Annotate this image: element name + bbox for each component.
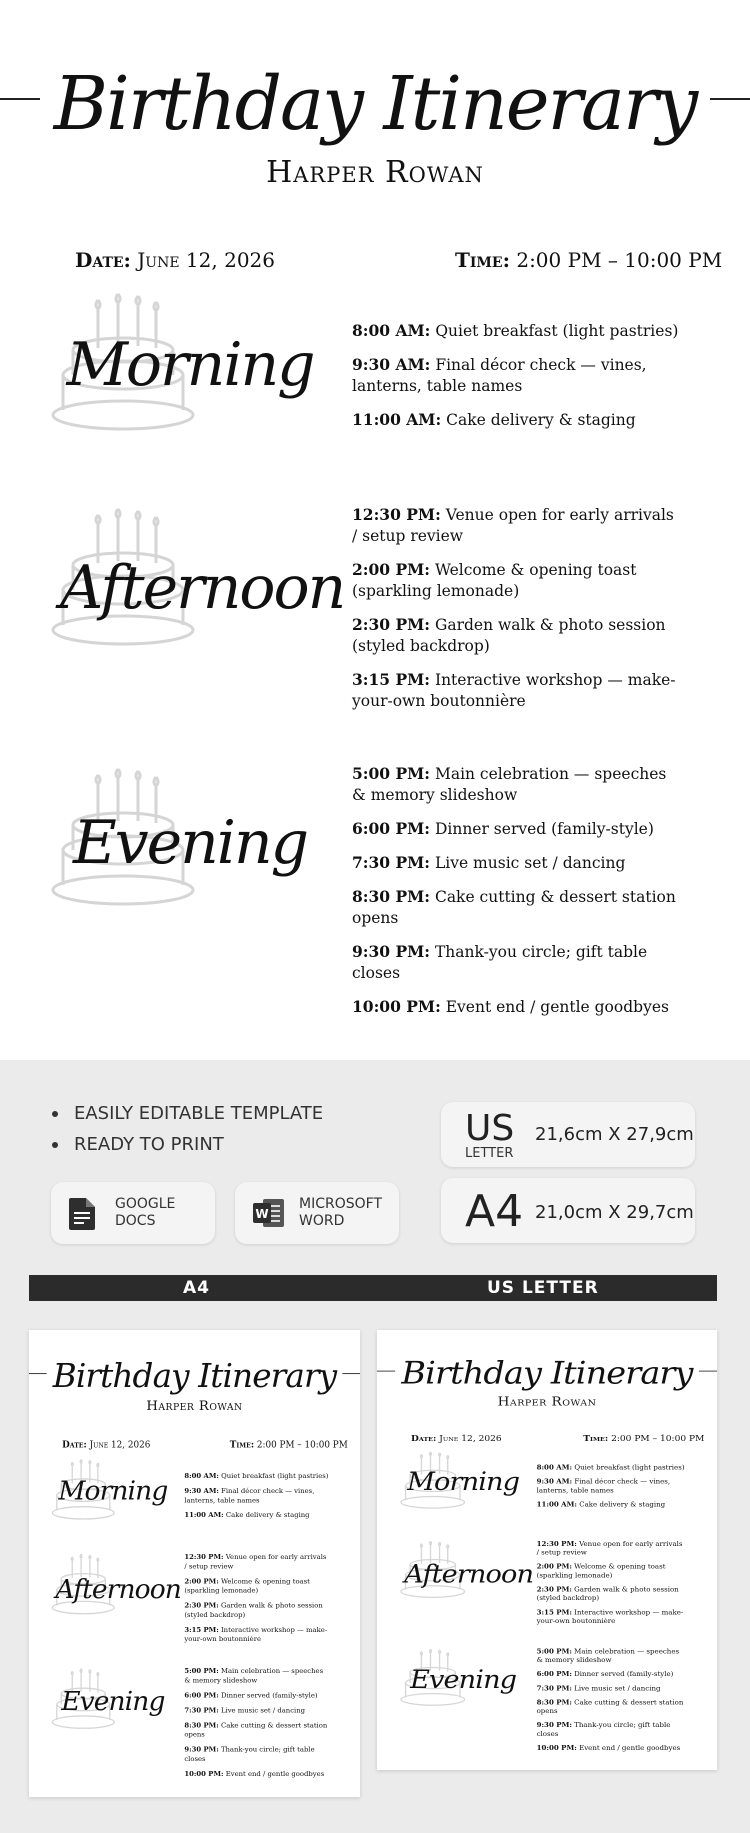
feature-list: [52, 1098, 323, 1160]
schedule-item: 7:30 PM: Live music set / dancing: [352, 853, 626, 872]
section-title: Afternoon: [404, 1559, 534, 1589]
schedule-item: 10:00 PM: Event end / gentle goodbyes: [536, 1743, 681, 1752]
schedule-item: 9:30 AM: Final décor check — vines, lanterns, table names: [536, 1477, 671, 1494]
section-title: Morning: [58, 1475, 168, 1507]
schedule-item: 8:30 PM: Cake cutting & dessert station opens: [536, 1698, 684, 1715]
event-date: Date: June 12, 2026: [62, 1439, 151, 1450]
schedule-list: [184, 1471, 330, 1525]
schedule-list: [537, 1463, 687, 1514]
schedule-item: 12:30 PM: Venue open for early arrivals / setup review: [184, 1552, 327, 1571]
schedule-list: [537, 1647, 687, 1758]
section-title: Evening: [72, 808, 308, 878]
a4-preview-page: [29, 1330, 360, 1797]
schedule-item: 9:30 AM: Final décor check — vines, lanterns, table names: [352, 355, 647, 395]
schedule-list: [537, 1539, 687, 1630]
schedule-item: 2:00 PM: Welcome & opening toast (sparkling lemonade): [536, 1562, 666, 1580]
schedule-item: 8:00 AM: Quiet breakfast (light pastries): [536, 1463, 685, 1472]
event-time: Time: 2:00 PM – 10:00 PM: [583, 1432, 705, 1443]
schedule-item: 8:30 PM: Cake cutting & dessert station opens: [184, 1720, 328, 1739]
schedule-item: 9:30 PM: Thank-you circle; gift table closes: [536, 1721, 671, 1738]
schedule-item: 6:00 PM: Dinner served (family-style): [352, 819, 654, 838]
schedule-item: 10:00 PM: Event end / gentle goodbyes: [184, 1769, 325, 1778]
schedule-item: 9:30 AM: Final décor check — vines, lanterns, table names: [184, 1486, 315, 1505]
schedule-list: [352, 320, 682, 443]
schedule-item: 12:30 PM: Venue open for early arrivals / setup review: [536, 1539, 683, 1557]
schedule-item: 3:15 PM: Interactive workshop — make-your-own boutonnière: [536, 1608, 684, 1625]
title-row: [377, 1350, 717, 1396]
schedule-item: 2:00 PM: Welcome & opening toast (sparkling lemonade): [184, 1576, 310, 1595]
bullet-icon: [52, 1111, 58, 1117]
honoree-name: Harper Rowan: [146, 1398, 243, 1414]
page-title: Birthday Itinerary: [0, 48, 750, 160]
us-letter-size-card: [441, 1102, 695, 1167]
schedule-item: 12:30 PM: Venue open for early arrivals / setup review: [352, 505, 674, 545]
schedule-item: 5:00 PM: Main celebration — speeches & memory slideshow: [352, 764, 667, 804]
a4-preview: [29, 1330, 360, 1797]
page-title: Birthday Itinerary: [377, 1350, 717, 1396]
microsoft-word-icon: [253, 1198, 285, 1232]
google-docs-label: GOOGLE DOCS: [115, 1196, 176, 1229]
section-title: Evening: [410, 1665, 517, 1695]
us-size-label: US: [465, 1108, 515, 1149]
event-time: Time: 2:00 PM – 10:00 PM: [455, 248, 723, 272]
section-title: Evening: [61, 1685, 165, 1717]
title-row: [29, 1351, 360, 1400]
schedule-item: 8:00 AM: Quiet breakfast (light pastries): [352, 321, 679, 340]
event-date: Date: June 12, 2026: [75, 248, 275, 272]
schedule-list: [352, 763, 682, 1030]
schedule-item: 9:30 PM: Thank-you circle; gift table closes: [184, 1745, 315, 1763]
schedule-item: 11:00 AM: Cake delivery & staging: [352, 410, 636, 429]
schedule-list: [184, 1666, 330, 1784]
schedule-item: 8:30 PM: Cake cutting & dessert station opens: [352, 887, 676, 927]
schedule-item: 2:30 PM: Garden walk & photo session (styled backdrop): [184, 1600, 323, 1619]
us-letter-dimensions: 21,6cm X 27,9cm: [535, 1124, 694, 1145]
schedule-item: 2:30 PM: Garden walk & photo session (styled backdrop): [352, 615, 666, 655]
feature-item: EASILY EDITABLE TEMPLATE: [52, 1098, 323, 1129]
feature-item: READY TO PRINT: [52, 1129, 323, 1160]
a4-dimensions: 21,0cm X 29,7cm: [535, 1202, 694, 1223]
a4-size-card: [441, 1178, 695, 1243]
bullet-icon: [52, 1142, 58, 1148]
microsoft-word-label: MICROSOFT WORD: [299, 1196, 382, 1229]
schedule-item: 7:30 PM: Live music set / dancing: [536, 1684, 661, 1692]
a4-size-label: A4: [465, 1186, 524, 1237]
honoree-name: Harper Rowan: [497, 1394, 597, 1409]
schedule-item: 3:15 PM: Interactive workshop — make-your-own boutonnière: [184, 1625, 328, 1643]
title-row: [0, 48, 750, 160]
a4-format-label: A4: [183, 1278, 210, 1298]
schedule-item: 5:00 PM: Main celebration — speeches & memory slideshow: [536, 1647, 680, 1664]
microsoft-word-badge: [235, 1182, 399, 1244]
schedule-list: [184, 1552, 330, 1649]
schedule-item: 11:00 AM: Cake delivery & staging: [184, 1510, 310, 1520]
schedule-item: 6:00 PM: Dinner served (family-style): [536, 1669, 674, 1678]
event-time: Time: 2:00 PM – 10:00 PM: [229, 1439, 348, 1450]
schedule-item: 11:00 AM: Cake delivery & staging: [536, 1500, 666, 1509]
schedule-item: 10:00 PM: Event end / gentle goodbyes: [352, 997, 669, 1016]
letter-size-label: LETTER: [465, 1146, 514, 1161]
schedule-item: 6:00 PM: Dinner served (family-style): [184, 1690, 318, 1700]
event-date: Date: June 12, 2026: [411, 1432, 502, 1443]
page-title: Birthday Itinerary: [29, 1351, 360, 1400]
section-title: Afternoon: [55, 1573, 181, 1605]
schedule-item: 2:00 PM: Welcome & opening toast (sparkling lemonade): [352, 560, 637, 600]
schedule-item: 5:00 PM: Main celebration — speeches & memory slideshow: [184, 1666, 324, 1685]
us-letter-preview-page: [377, 1330, 717, 1770]
svg-text:W: W: [255, 1207, 269, 1221]
honoree-name: Harper Rowan: [266, 155, 484, 190]
google-docs-badge: [51, 1182, 215, 1244]
schedule-item: 3:15 PM: Interactive workshop — make-your-own boutonnière: [352, 670, 676, 710]
schedule-list: [352, 504, 682, 724]
schedule-item: 9:30 PM: Thank-you circle; gift table closes: [352, 942, 648, 982]
section-title: Morning: [407, 1466, 520, 1497]
section-title: Morning: [66, 330, 314, 400]
us-letter-format-label: US LETTER: [487, 1278, 599, 1298]
schedule-item: 8:00 AM: Quiet breakfast (light pastries): [184, 1471, 329, 1480]
us-letter-preview: [377, 1330, 717, 1770]
format-bar: [29, 1275, 717, 1301]
schedule-item: 2:30 PM: Garden walk & photo session (styled backdrop): [536, 1585, 679, 1602]
schedule-item: 7:30 PM: Live music set / dancing: [184, 1705, 306, 1715]
section-title: Afternoon: [60, 553, 345, 623]
google-docs-icon: [69, 1198, 95, 1234]
